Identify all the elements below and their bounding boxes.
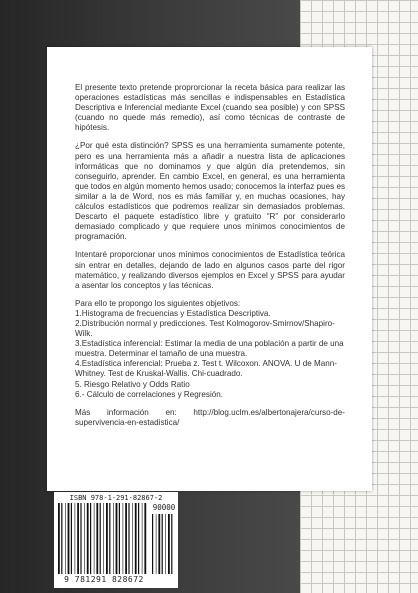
barcode-stripe <box>68 503 70 574</box>
barcode-stripe <box>119 503 120 574</box>
barcode-stripe <box>156 514 157 574</box>
objectives-list <box>75 309 345 400</box>
barcode-stripe <box>132 503 133 574</box>
barcode-stripe <box>87 503 89 574</box>
barcode-stripe <box>128 503 129 574</box>
back-cover-text <box>75 83 345 436</box>
barcode-stripe <box>123 503 124 574</box>
barcode-stripe <box>106 503 108 574</box>
barcode-stripe <box>113 503 114 574</box>
barcode-stripe <box>94 503 95 574</box>
barcode-stripe <box>125 503 127 574</box>
objective-item: 5. Riesgo Relativo y Odds Ratio <box>75 379 190 389</box>
more-info-link: Más información en: http://blog.uclm.es/albertonajera/curso-de-supervivencia-en-estadistica/ <box>75 407 345 427</box>
objective-item: 3.Estadística inferencial: Estimar la media de una población a partir de una muestra. Determinar el tamaño de una muestra. <box>75 339 344 359</box>
barcode-stripe <box>65 503 66 574</box>
objective-item: 6.- Cálculo de correlaciones y Regresión. <box>75 389 224 399</box>
barcode-stripe <box>138 503 139 574</box>
ean-number: 9 781291 828672 <box>64 575 144 584</box>
barcode-stripe <box>75 503 76 574</box>
barcode-stripe <box>168 514 170 574</box>
paragraph-intro: El presente texto pretende proprorcionar la receta básica para realizar las operaciones estadísticas más sencillas e indispensables en Estadística Descriptiva e Inferencial mediante Excel (cuando sea posible) y con SPSS (cuando no quede más remedio), así como técnicas de contraste de hipótesis. <box>75 83 345 133</box>
isbn-label: ISBN 978-1-291-82867-2 <box>69 494 163 502</box>
objective-item: 1.Histograma de frecuencias y Estadística Descriptiva. <box>75 308 271 318</box>
objective-item: 2.Distribución normal y predicciones. Test Kolmogorov-Smirnov/Shapiro-Wilk. <box>75 318 335 339</box>
barcode-stripe <box>109 503 110 574</box>
barcode-stripe <box>100 503 101 574</box>
objective-item: 4.Estadística inferencial: Prueba z. Test t. Wilcoxon. ANOVA. U de Mann-Whitney. Test de Kruskal-Wallis. Chi-cuadrado. <box>75 359 337 379</box>
barcode-stripe <box>165 514 166 574</box>
barcode-stripe <box>144 503 146 574</box>
barcode-stripe <box>61 503 62 574</box>
barcode-stripe <box>71 503 72 574</box>
addon-number: 90000 <box>152 503 176 512</box>
barcode-stripe <box>90 503 91 574</box>
barcode-stripe <box>158 514 160 574</box>
barcode-stripe <box>84 503 85 574</box>
barcode-stripe <box>58 503 60 574</box>
barcode-stripe <box>171 514 172 574</box>
barcode-stripe <box>152 514 153 574</box>
addon-barcode-bars <box>152 514 176 574</box>
barcode-stripe <box>77 503 79 574</box>
paragraph-objectives-heading: Para ello te propongo los siguientes objetivos: <box>75 298 241 308</box>
paragraph-why-excel: ¿Por qué esta distinción? SPSS es una herramienta sumamente potente, pero es una herramienta más a añadir a nuestra lista de aplicaciones informáticas que no dominamos y que algún día pretendemos, sin conseguirlo, aprender. En cambio Excel, en general, es una herramienta que todos en algún momento hemos usado; conocemos la interfaz pues es similar a la de Word, nos es más familiar y, en muchas ocasiones, hay cálculos estadísticos que podremos realizar sin demasiados problemas. Descarto el paquete estadístico libre y gratuito “R” por considerarlo demasiado complicado y que requiere unos mínimos conocimientos de programación. <box>75 141 345 242</box>
barcode-bars <box>58 503 148 574</box>
barcode-stripe <box>142 503 143 574</box>
barcode-stripe <box>162 514 163 574</box>
back-cover-text-panel <box>47 47 372 491</box>
paragraph-approach: Intentaré proporcionar unos mínimos conocimientos de Estadística teórica sin entrar en detalles, dejando de lado en algunos casos parte del rigor matemático, y realizando diversos ejemplos en Excel y SPSS para ayudar a asentar los conceptos y las técnicas. <box>75 250 345 290</box>
barcode-stripe <box>96 503 98 574</box>
isbn-barcode <box>54 492 178 588</box>
barcode-stripe <box>80 503 81 574</box>
barcode-stripe <box>135 503 137 574</box>
barcode-stripe <box>116 503 118 574</box>
barcode-stripe <box>103 503 104 574</box>
